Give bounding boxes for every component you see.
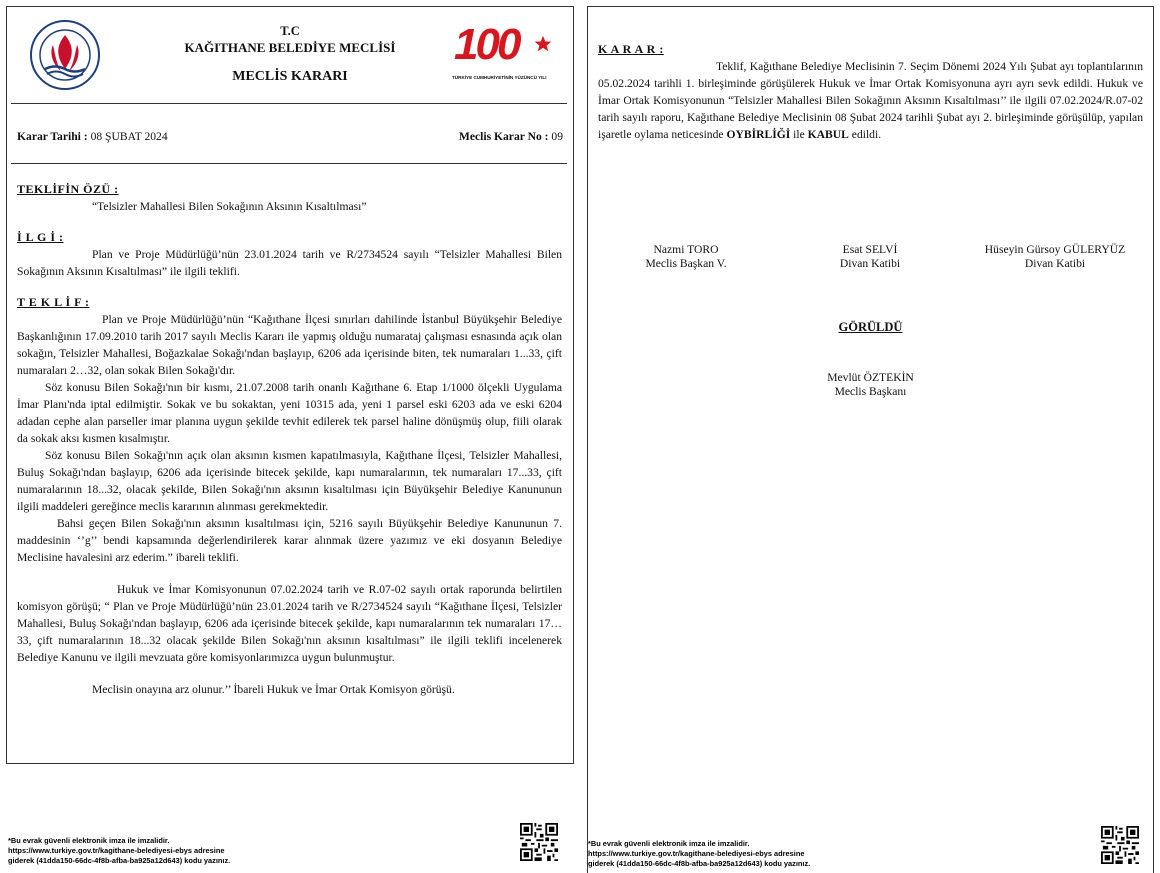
decision-heading: K A R A R : [598,42,664,56]
signature-block [616,243,756,271]
decision-text-and: ile [793,128,805,141]
decision-number-value: 09 [551,130,563,143]
header-divider [11,103,567,104]
signatory-name: Nazmi TORO [653,243,719,256]
accepted-label: KABUL [807,128,849,141]
document-page-left [6,6,574,764]
teklif-paragraph: Bahsi geçen Bilen Sokağı'nın aksının kısaltılması için, 5216 sayılı Büyükşehir Belediye Kanununun 7. maddesinin ‘’g’’ bendi kapsamında değerlendirilerek karar alınmak üzere yazımız ve eki dosyanın Belediye Meclisine havalesini arz ederim.” ibareli teklifi. [17,517,562,564]
e-signature-line-1: *Bu evrak güvenli elektronik imza ile imzalidir. [8,836,170,845]
approval-heading: GÖRÜLDÜ [838,320,903,334]
e-signature-line-2: https://www.turkiye.gov.tr/kagithane-belediyesi-ebys adresine [8,846,225,855]
commission-closing: Meclisin onayına arz olunur.’’ İbareli Hukuk ve İmar Ortak Komisyon görüşü. [92,683,455,696]
approver-name: Mevlüt ÖZTEKİN [827,371,914,384]
ilgi-heading: İ L G İ : [17,230,64,244]
unanimity-label: OYBİRLİĞİ [726,128,791,141]
e-signature-line-2: https://www.turkiye.gov.tr/kagithane-belediyesi-ebys adresine [588,849,805,858]
summary-text: “Telsizler Mahallesi Bilen Sokağının Aksının Kısaltılması” [92,200,367,213]
e-signature-line-1: *Bu evrak güvenli elektronik imza ile imzalidir. [588,839,750,848]
decision-number-label: Meclis Karar No : [458,130,549,143]
centennial-number: 100 [454,20,519,69]
signatory-title: Divan Katibi [1024,257,1086,270]
signatory-name: Esat SELVİ [842,243,898,256]
decision-section [598,41,1143,143]
approval-signature [588,371,1153,399]
e-signature-notice-left [8,836,230,866]
teklif-heading: T E K L İ F : [17,295,90,309]
meta-divider [11,163,567,164]
council-name: KAĞITHANE BELEDİYE MECLİSİ [184,40,396,55]
signature-block [963,243,1147,271]
teklif-paragraph: Söz konusu Bilen Sokağı'nın açık olan aksının kısmen kapatılmasıyla, Kağıthane İlçesi, Telsizler Mahallesi, Buluş Sokağı'ndan başlayıp, 6206 ada içerisinde bitecek şekilde, kapı numaralarının, tek numaraları 17...33, çift numaralarının 18...32, olacak şekilde, Bilen Sokağı'nın aksının kısaltılması için Büyükşehir Belediye Kanununun ilgili maddeleri gereğince meclis kararının alınması gerekmektedir. [17,449,562,513]
document-type-title: MECLİS KARARI [232,69,348,84]
document-body [17,181,562,698]
ilgi-text: Plan ve Proje Müdürlüğü’nün 23.01.2024 tarih ve R/2734524 sayılı “Telsizler Mahallesi Bilen Sokağının Aksının Kısaltılması” ile ilgili teklifi. [17,248,562,278]
decision-date [17,128,168,145]
teklif-paragraph: Plan ve Proje Müdürlüğü’nün “Kağıthane İlçesi sınırları dahilinde İstanbul Büyükşehir Belediye Başkanlığının 17.09.2010 tarih 2017 sayılı Meclis Kararı ile yapmış olduğu numarataj çalışması esnasında açık olan sokağın, Telsizler Mahallesi, Boğazkalae Sokağı'ndan başlayıp, 6206 ada içerisinde biten, tek numaraları 1...33, çift numaraları 2…32, olan sokak Bilen Sokağı'dır. [17,313,562,377]
decision-date-label: Karar Tarihi : [17,130,88,143]
centennial-logo [452,21,557,91]
qr-code-icon [520,823,558,861]
e-signature-line-3: giderek (41dda150-66dc-4f8b-afba-ba925a12d643) kodu yazınız. [588,859,811,868]
signatory-name: Hüseyin Gürsoy GÜLERYÜZ [984,243,1126,256]
signature-block [800,243,940,271]
commission-paragraph: Hukuk ve İmar Komisyonunun 07.02.2024 tarih ve R.07-02 sayılı ortak raporunda belirtilen komisyon görüşü; “ Plan ve Proje Müdürlüğü’nün 23.01.2024 tarih ve R/2734524 sayılı “Kağıthane İlçesi, Telsizler Mahallesi, Buluş Sokağı'ndan başlayıp, 6206 ada içerisinde bitecek şekilde, kapı numaralarının tek numaraları 17…33, çift numaralarının 18...32 olacak şekilde Bilen Sokağı'nın aksının kısaltılması” ile ilgili teklifi incelenerek Belediye Kanunu ve ilgili mevzuata göre komisyonlarımızca uygun bulunmuştur. [17,583,562,664]
teklif-paragraph: Söz konusu Bilen Sokağı'nın bir kısmı, 21.07.2008 tarih onanlı Kağıthane 6. Etap 1/1000 ölçekli Uygulama İmar Planı'nda iptal edilmiştir. Sokak ve bu sokaktan, yeni 10315 ada, yeni 1 parsel eski 6203 ada ve eski 6204 adadan cephe alan parseller imar planına uygun şekilde tevhit edilerek tek parsel haline dönüşmüş olup, fiili olarak da sokak aksı kısmen kısalmıştır. [17,381,562,445]
summary-heading: TEKLİFİN ÖZÜ : [17,182,119,196]
decision-text [598,58,1143,143]
e-signature-notice-right [588,839,810,869]
decision-text-body: Teklif, Kağıthane Belediye Meclisinin 7. Seçim Dönemi 2024 Yılı Şubat ayı toplantılarının 05.02.2024 tarihli 1. birleşiminde görüşülerek Hukuk ve İmar Ortak Komisyonuna ayrı ayrı sevk edildi. Hukuk ve İmar Ortak Komisyonunun “Telsizler Mahallesi Bilen Sokağının Aksının Kısaltılması’’ ile ilgili 07.02.2024/R.07-02 tarih sayılı raporu, Kağıthane Belediye Meclisinin 08 Şubat 2024 tarihli Şubat ayı 2. birleşiminde görüşülüp, yapılan işaretle oylama neticesinde [598,60,1143,141]
e-signature-line-3: giderek (41dda150-66dc-4f8b-afba-ba925a12d643) kodu yazınız. [8,856,231,865]
decision-date-value: 08 ŞUBAT 2024 [90,130,168,143]
signatory-title: Divan Katibi [839,257,901,270]
country-label: T.C [280,24,300,38]
centennial-caption: TÜRKİYE CUMHURİYETİNİN YÜZÜNCÜ YILI [452,75,547,80]
star-icon [534,35,552,53]
approver-title: Meclis Başkanı [834,385,907,398]
signatory-title: Meclis Başkan V. [645,257,727,270]
decision-number [459,128,563,145]
document-page-right [587,6,1154,873]
decision-text-end: edildi. [851,128,882,141]
qr-code-icon [1101,826,1139,864]
